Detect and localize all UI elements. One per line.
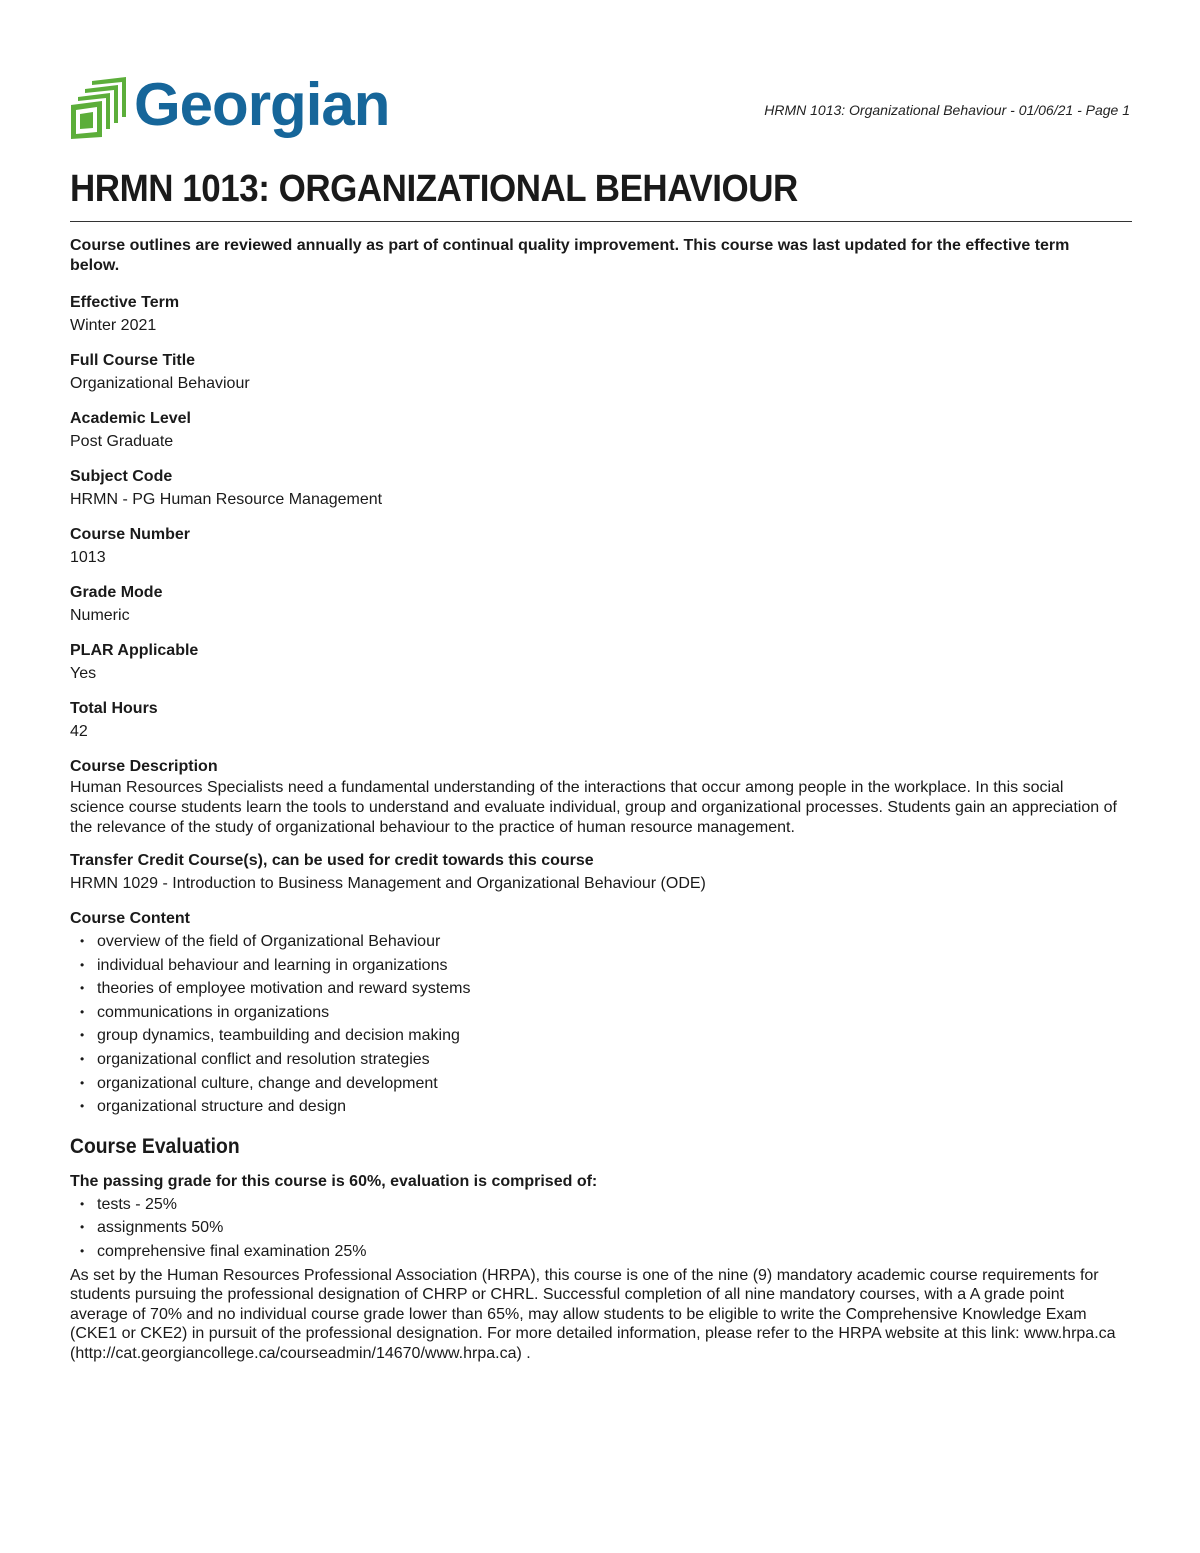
page-meta: HRMN 1013: Organizational Behaviour - 01/06/21 - Page 1	[764, 102, 1130, 118]
georgian-logo	[70, 68, 389, 148]
course-outline	[70, 236, 1120, 1363]
field-course-description	[70, 756, 1120, 838]
document-page	[70, 0, 1132, 1362]
list-item: • organizational structure and design	[80, 1095, 1120, 1119]
page-header	[70, 0, 1132, 160]
field-value: Yes	[70, 665, 97, 682]
field-label: Transfer Credit Course(s), can be used for credit towards this course	[70, 852, 594, 869]
field-label: PLAR Applicable	[70, 642, 199, 659]
section-heading-course-evaluation: Course Evaluation	[70, 1134, 240, 1158]
list-item: • comprehensive final examination 25%	[80, 1240, 1120, 1264]
field-value: 1013	[70, 549, 106, 566]
field-academic-level	[70, 408, 1120, 454]
list-item: • individual behaviour and learning in organizations	[80, 954, 1120, 978]
field-label: Academic Level	[70, 410, 191, 427]
list-item: • organizational culture, change and development	[80, 1072, 1120, 1096]
field-label: Grade Mode	[70, 584, 163, 601]
course-content-list	[70, 930, 1120, 1119]
field-value: 42	[70, 723, 88, 740]
hrpa-paragraph: As set by the Human Resources Professional Association (HRPA), this course is one of the nine (9) mandatory academic course requirements for students pursuing the professional designation of CHRP or CHRL. Successful completion of all nine mandatory courses, with a A grade point average of 70% and no individual course grade lower than 65%, may allow students to be eligible to write the Comprehensive Knowledge Exam (CKE1 or CKE2) in pursuit of the professional designation. For more detailed information, please refer to the HRPA website at this link: www.hrpa.ca (http://cat.georgiancollege.ca/courseadmin/14670/www.hrpa.ca) .	[70, 1266, 1116, 1362]
field-label: Course Description	[70, 758, 218, 775]
field-label: Subject Code	[70, 468, 173, 485]
field-label: Total Hours	[70, 700, 158, 717]
field-subject-code	[70, 466, 1120, 512]
field-course-number	[70, 524, 1120, 570]
logo-wordmark: Georgian	[134, 71, 390, 138]
field-total-hours	[70, 698, 1120, 744]
course-description-text: Human Resources Specialists need a fundamental understanding of the interactions that occur among people in the workplace. In this social science course students learn the tools to understand and evaluate individual, group and organizational processes. Students gain an appreciation of the relevance of the study of organizational behaviour to the practice of human resource management.	[70, 779, 1117, 836]
field-label: Course Number	[70, 526, 191, 543]
field-course-content	[70, 908, 1120, 1119]
field-label: Course Content	[70, 910, 190, 927]
field-label: Effective Term	[70, 294, 180, 311]
list-item: • organizational conflict and resolution strategies	[80, 1048, 1120, 1072]
georgian-logo-icon	[70, 77, 128, 139]
evaluation-lead: The passing grade for this course is 60%, evaluation is comprised of:	[70, 1172, 598, 1190]
field-value: Post Graduate	[70, 433, 174, 450]
field-value: Winter 2021	[70, 317, 157, 334]
field-effective-term	[70, 292, 1120, 338]
list-item: • overview of the field of Organizational Behaviour	[80, 930, 1120, 954]
field-transfer-credit	[70, 850, 1120, 896]
field-full-course-title	[70, 350, 1120, 396]
list-item: • theories of employee motivation and reward systems	[80, 977, 1120, 1001]
field-value: HRMN 1029 - Introduction to Business Management and Organizational Behaviour (ODE)	[70, 875, 706, 892]
page-title: HRMN 1013: ORGANIZATIONAL BEHAVIOUR	[70, 168, 798, 210]
field-value: Organizational Behaviour	[70, 375, 250, 392]
evaluation-list	[70, 1193, 1120, 1264]
list-item: • group dynamics, teambuilding and decision making	[80, 1024, 1120, 1048]
list-item: • communications in organizations	[80, 1001, 1120, 1025]
field-grade-mode	[70, 582, 1120, 628]
field-label: Full Course Title	[70, 352, 196, 369]
field-value: Numeric	[70, 607, 130, 624]
title-divider	[70, 221, 1132, 222]
field-value: HRMN - PG Human Resource Management	[70, 491, 383, 508]
field-plar-applicable	[70, 640, 1120, 686]
intro-text: Course outlines are reviewed annually as part of continual quality improvement. This course was last updated for the effective term below.	[70, 237, 1070, 274]
list-item: • assignments 50%	[80, 1216, 1120, 1240]
list-item: • tests - 25%	[80, 1193, 1120, 1217]
